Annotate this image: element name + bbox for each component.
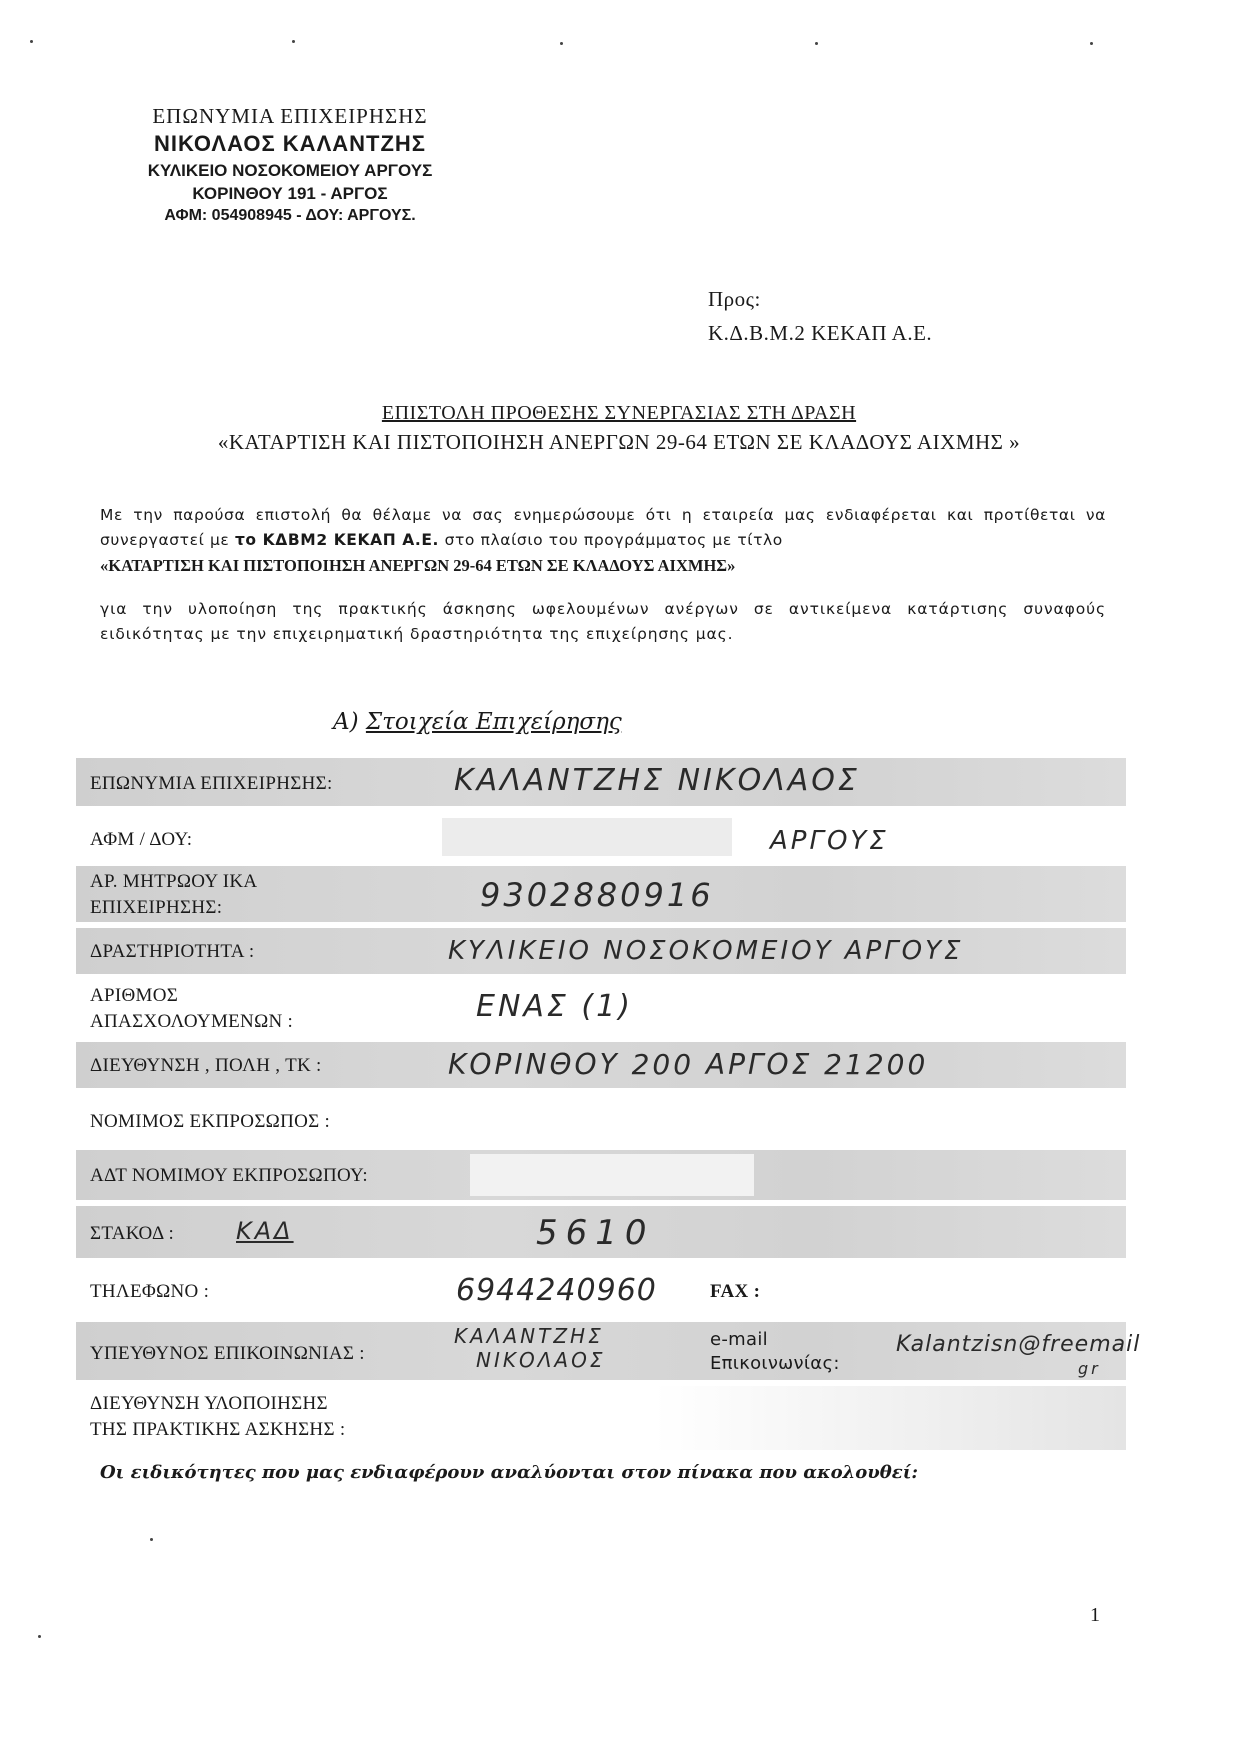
letter-subtitle: «ΚΑΤΑΡΤΙΣΗ ΚΑΙ ΠΙΣΤΟΠΟΙΗΣΗ ΑΝΕΡΓΩΝ 29-64 ΕΤΩΝ ΣΕ ΚΛΑΔΟΥΣ ΑΙΧΜΗΣ »: [217, 430, 1021, 454]
purpose-paragraph: για την υλοποίηση της πρακτικής άσκησης ωφελουμένων ανέργων σε αντικείμενα κατάρτισης συναφούς ειδικότητας με την επιχειρηματική δραστηριότητα της επιχείρησης μας.: [100, 600, 1106, 643]
form-row-phone: [76, 1264, 1126, 1316]
form-row-practice-address: [76, 1386, 1126, 1450]
letter-title: ΕΠΙΣΤΟΛΗ ΠΡΟΘΕΣΗΣ ΣΥΝΕΡΓΑΣΙΑΣ ΣΤΗ ΔΡΑΣΗ: [381, 402, 857, 424]
practice-label-line2: ΤΗΣ ΠΡΑΚΤΙΚΗΣ ΑΣΚΗΣΗΣ :: [90, 1419, 346, 1440]
section-prefix: Α): [333, 709, 359, 735]
name-value[interactable]: ΚΑΛΑΝΤΖΗΣ ΝΙΚΟΛΑΟΣ: [454, 763, 860, 798]
email-label-line1: e-mail: [710, 1329, 768, 1350]
form-row-contact: [76, 1322, 1141, 1380]
page-number: 1: [1090, 1604, 1100, 1626]
scan-speck: [30, 40, 33, 43]
ika-value[interactable]: 9302880916: [480, 876, 714, 914]
company-stamp: [100, 104, 480, 225]
activity-value[interactable]: ΚΥΛΙΚΕΙΟ ΝΟΣΟΚΟΜΕΙΟΥ ΑΡΓΟΥΣ: [448, 936, 964, 966]
practice-label-line1: ΔΙΕΥΘΥΝΣΗ ΥΛΟΠΟΙΗΣΗΣ: [90, 1393, 328, 1414]
employees-label-line1: ΑΡΙΘΜΟΣ: [90, 985, 179, 1006]
email-label-line2: Επικοινωνίας:: [710, 1353, 840, 1374]
form-row-ika: [76, 866, 1126, 922]
legal-rep-label: ΝΟΜΙΜΟΣ ΕΚΠΡΟΣΩΠΟΣ :: [90, 1111, 331, 1132]
employees-value[interactable]: ΕΝΑΣ (1): [476, 989, 633, 1024]
email-value-line2[interactable]: gr: [1078, 1359, 1101, 1378]
form-row-stakod: [76, 1206, 1126, 1258]
form-row-activity: [76, 928, 1126, 974]
ika-label-line2: ΕΠΙΧΕΙΡΗΣΗΣ:: [90, 897, 223, 918]
phone-value[interactable]: 6944240960: [456, 1273, 657, 1308]
stamp-owner-name: ΝΙΚΟΛΑΟΣ ΚΑΛΑΝΤΖΗΣ: [154, 131, 426, 156]
ika-label-line1: ΑΡ. ΜΗΤΡΩΟΥ ΙΚΑ: [90, 871, 258, 892]
form-row-address: [76, 1042, 1126, 1088]
email-value-line1[interactable]: Kalantzisn@freemail: [896, 1332, 1141, 1357]
intro-text-partner: το ΚΔΒΜ2 ΚΕΚΑΠ Α.Ε.: [234, 531, 440, 549]
form-row-legal-rep-id: [76, 1150, 1126, 1200]
recipient-block: [708, 282, 932, 350]
intro-text-a: Με την παρούσα επιστολή θα θέλαμε να σας ενημερώσουμε ότι η εταιρεία μας ενδιαφέρεται και προτίθεται να συνεργαστεί με: [100, 506, 1106, 549]
form-row-legal-rep: [76, 1094, 1126, 1144]
recipient-name: Κ.Δ.Β.Μ.2 ΚΕΚΑΠ Α.Ε.: [708, 321, 933, 345]
section-heading: [333, 709, 622, 735]
afm-value[interactable]: ΑΡΓΟΥΣ: [770, 826, 889, 856]
contact-label: ΥΠΕΥΘΥΝΟΣ ΕΠΙΚΟΙΝΩΝΙΑΣ :: [90, 1343, 365, 1364]
stakod-value[interactable]: 5610: [536, 1213, 655, 1253]
recipient-label: Προς:: [708, 287, 761, 311]
scan-speck: [560, 42, 563, 45]
specialties-intro: Οι ειδικότητες που μας ενδιαφέρουν αναλύονται στον πίνακα που ακολουθεί:: [100, 1462, 919, 1483]
legal-rep-id-label: ΑΔΤ ΝΟΜΙΜΟΥ ΕΚΠΡΟΣΩΠΟΥ:: [90, 1165, 368, 1186]
phone-label: ΤΗΛΕΦΩΝΟ :: [90, 1281, 210, 1302]
contact-value-line1[interactable]: ΚΑΛΑΝΤΖΗΣ: [454, 1324, 604, 1348]
stakod-label: ΣΤΑΚΟΔ :: [90, 1223, 175, 1244]
stamp-business: ΚΥΛΙΚΕΙΟ ΝΟΣΟΚΟΜΕΙΟΥ ΑΡΓΟΥΣ: [147, 161, 433, 180]
intro-paragraph: [100, 503, 1106, 579]
employees-label-line2: ΑΠΑΣΧΟΛΟΥΜΕΝΩΝ :: [90, 1011, 294, 1032]
scan-speck: [1090, 42, 1093, 45]
intro-text-c: στο πλαίσιο του προγράμματος με τίτλο: [444, 531, 783, 549]
address-value[interactable]: ΚΟΡΙΝΘΟΥ 200 ΑΡΓΟΣ 21200: [448, 1048, 929, 1081]
stamp-address: ΚΟΡΙΝΘΟΥ 191 - ΑΡΓΟΣ: [192, 184, 388, 203]
form-row-afm: [76, 812, 1126, 860]
activity-label: ΔΡΑΣΤΗΡΙΟΤΗΤΑ :: [90, 941, 255, 962]
redacted-area: [442, 818, 732, 856]
scan-speck: [292, 40, 295, 43]
section-title: Στοιχεία Επιχείρησης: [365, 709, 622, 735]
stamp-tax-id: ΑΦΜ: 054908945 - ΔΟΥ: ΑΡΓΟΥΣ.: [164, 207, 416, 224]
scan-speck: [38, 1635, 41, 1638]
stamp-heading: ΕΠΩΝΥΜΙΑ ΕΠΙΧΕΙΡΗΣΗΣ: [152, 104, 428, 128]
scan-speck: [815, 42, 818, 45]
program-title: «ΚΑΤΑΡΤΙΣΗ ΚΑΙ ΠΙΣΤΟΠΟΙΗΣΗ ΑΝΕΡΓΩΝ 29-64 ΕΤΩΝ ΣΕ ΚΛΑΔΟΥΣ ΑΙΧΜΗΣ»: [100, 556, 736, 575]
stakod-note: ΚΑΔ: [236, 1217, 294, 1245]
address-label: ΔΙΕΥΘΥΝΣΗ , ΠΟΛΗ , ΤΚ :: [90, 1055, 322, 1076]
afm-label: ΑΦΜ / ΔΟΥ:: [90, 829, 193, 850]
form-row-employees: [76, 980, 1126, 1036]
scan-speck: [150, 1538, 153, 1541]
contact-value-line2[interactable]: ΝΙΚΟΛΑΟΣ: [476, 1348, 606, 1372]
name-label: ΕΠΩΝΥΜΙΑ ΕΠΙΧΕΙΡΗΣΗΣ:: [90, 773, 333, 794]
fax-label: FAX :: [710, 1281, 761, 1302]
redacted-area: [470, 1154, 754, 1196]
form-row-name: [76, 758, 1126, 806]
